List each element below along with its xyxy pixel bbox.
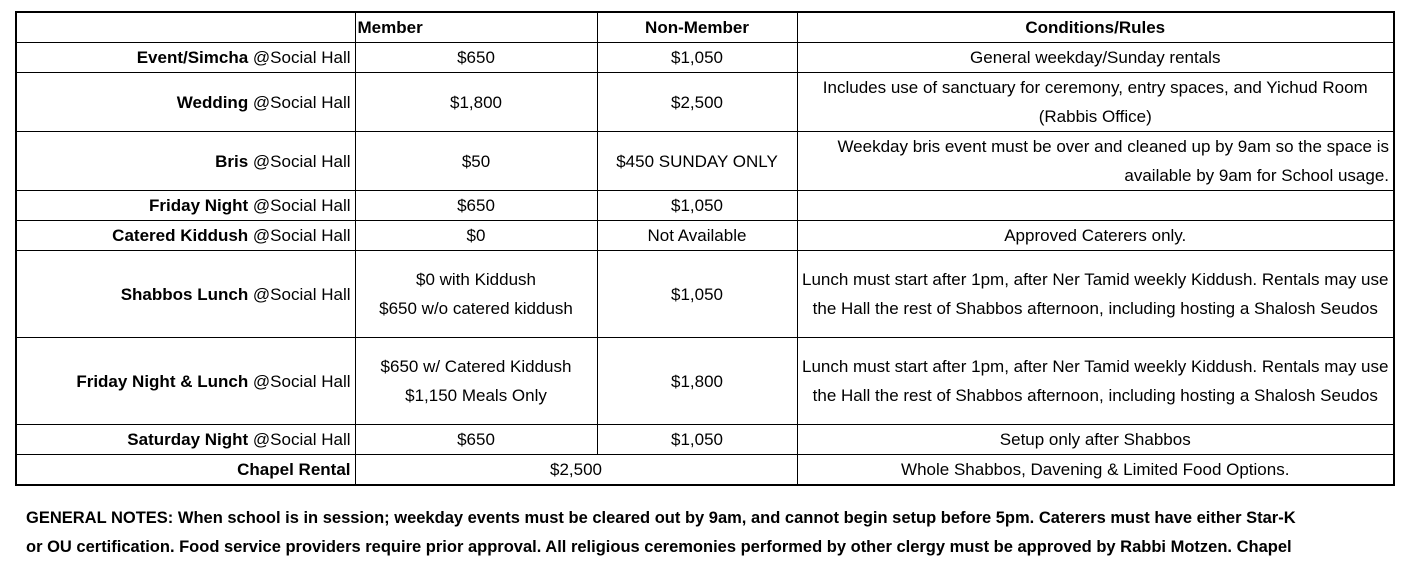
event-name: Chapel Rental bbox=[237, 460, 351, 479]
general-notes bbox=[26, 504, 1396, 562]
event-place: @Social Hall bbox=[248, 196, 351, 215]
event-name: Friday Night bbox=[149, 196, 249, 215]
row-label bbox=[16, 425, 355, 455]
header-member: Member bbox=[355, 12, 597, 43]
event-place: @Social Hall bbox=[248, 48, 351, 67]
general-notes-line: or OU certification. Food service providers require prior approval. All religious ceremonies performed by other clergy must be approved by Rabbi Motzen. Chapel bbox=[26, 538, 1292, 556]
row-label bbox=[16, 251, 355, 338]
event-place: @Social Hall bbox=[248, 430, 351, 449]
row-label bbox=[16, 73, 355, 132]
row-label bbox=[16, 132, 355, 191]
table-row bbox=[16, 132, 1394, 191]
table-row bbox=[16, 425, 1394, 455]
conditions-text: Lunch must start after 1pm, after Ner Tamid weekly Kiddush. Rentals may use the Hall the rest of Shabbos afternoon, including hosting a Shalosh Seudos bbox=[797, 251, 1394, 338]
event-place: @Social Hall bbox=[248, 284, 351, 304]
table-row bbox=[16, 251, 1394, 338]
row-label bbox=[16, 191, 355, 221]
non-member-price: $2,500 bbox=[597, 73, 797, 132]
non-member-price: $1,050 bbox=[597, 43, 797, 73]
member-price: $0 bbox=[355, 221, 597, 251]
event-name: Catered Kiddush bbox=[112, 226, 249, 245]
non-member-price: $450 SUNDAY ONLY bbox=[597, 132, 797, 191]
general-notes-line: GENERAL NOTES: When school is in session; weekday events must be cleared out by 9am, and cannot begin setup before 5pm. Caterers must have either Star-K bbox=[26, 509, 1296, 527]
member-price: $650 bbox=[355, 43, 597, 73]
event-name: Event/Simcha bbox=[136, 48, 249, 67]
event-name: Friday Night & Lunch bbox=[76, 371, 249, 391]
row-label bbox=[16, 338, 355, 425]
non-member-price: $1,050 bbox=[597, 191, 797, 221]
member-price: $1,800 bbox=[355, 73, 597, 132]
member-price bbox=[355, 251, 597, 338]
header-conditions: Conditions/Rules bbox=[797, 12, 1394, 43]
member-price: $650 bbox=[355, 191, 597, 221]
conditions-text: Approved Caterers only. bbox=[797, 221, 1394, 251]
row-label bbox=[16, 43, 355, 73]
table-row bbox=[16, 338, 1394, 425]
event-name: Bris bbox=[215, 151, 249, 171]
table-row bbox=[16, 455, 1394, 486]
event-name: Wedding bbox=[176, 92, 249, 112]
header-non-member: Non-Member bbox=[597, 12, 797, 43]
non-member-price: $1,050 bbox=[597, 425, 797, 455]
conditions-text: Whole Shabbos, Davening & Limited Food Options. bbox=[797, 455, 1394, 486]
table-row bbox=[16, 191, 1394, 221]
table-row bbox=[16, 221, 1394, 251]
conditions-text bbox=[797, 191, 1394, 221]
conditions-text: Setup only after Shabbos bbox=[797, 425, 1394, 455]
table-row bbox=[16, 43, 1394, 73]
member-price: $50 bbox=[355, 132, 597, 191]
non-member-price: Not Available bbox=[597, 221, 797, 251]
member-price-line: $1,150 Meals Only bbox=[405, 386, 547, 405]
non-member-price: $1,050 bbox=[597, 251, 797, 338]
conditions-text: Includes use of sanctuary for ceremony, entry spaces, and Yichud Room (Rabbis Office) bbox=[797, 73, 1394, 132]
member-price-line: $650 w/o catered kiddush bbox=[379, 299, 573, 318]
header-label-cell bbox=[16, 12, 355, 43]
member-price: $650 bbox=[355, 425, 597, 455]
row-label bbox=[16, 221, 355, 251]
rental-rates-table bbox=[15, 11, 1395, 486]
event-place: @Social Hall bbox=[248, 151, 351, 171]
table-row bbox=[16, 73, 1394, 132]
event-place: @Social Hall bbox=[248, 92, 351, 112]
conditions-text: Lunch must start after 1pm, after Ner Tamid weekly Kiddush. Rentals may use the Hall the rest of Shabbos afternoon, including hosting a Shalosh Seudos bbox=[797, 338, 1394, 425]
member-price-line: $0 with Kiddush bbox=[415, 270, 537, 289]
table-header-row bbox=[16, 12, 1394, 43]
chapel-price: $2,500 bbox=[355, 455, 797, 486]
member-price bbox=[355, 338, 597, 425]
row-label bbox=[16, 455, 355, 486]
member-price-line: $650 w/ Catered Kiddush bbox=[380, 357, 572, 376]
conditions-text: General weekday/Sunday rentals bbox=[797, 43, 1394, 73]
non-member-price: $1,800 bbox=[597, 338, 797, 425]
conditions-text: Weekday bris event must be over and cleaned up by 9am so the space is available by 9am for School usage. bbox=[797, 132, 1394, 191]
event-name: Shabbos Lunch bbox=[120, 284, 249, 304]
event-name: Saturday Night bbox=[127, 430, 249, 449]
event-place: @Social Hall bbox=[248, 371, 351, 391]
event-place: @Social Hall bbox=[248, 226, 351, 245]
